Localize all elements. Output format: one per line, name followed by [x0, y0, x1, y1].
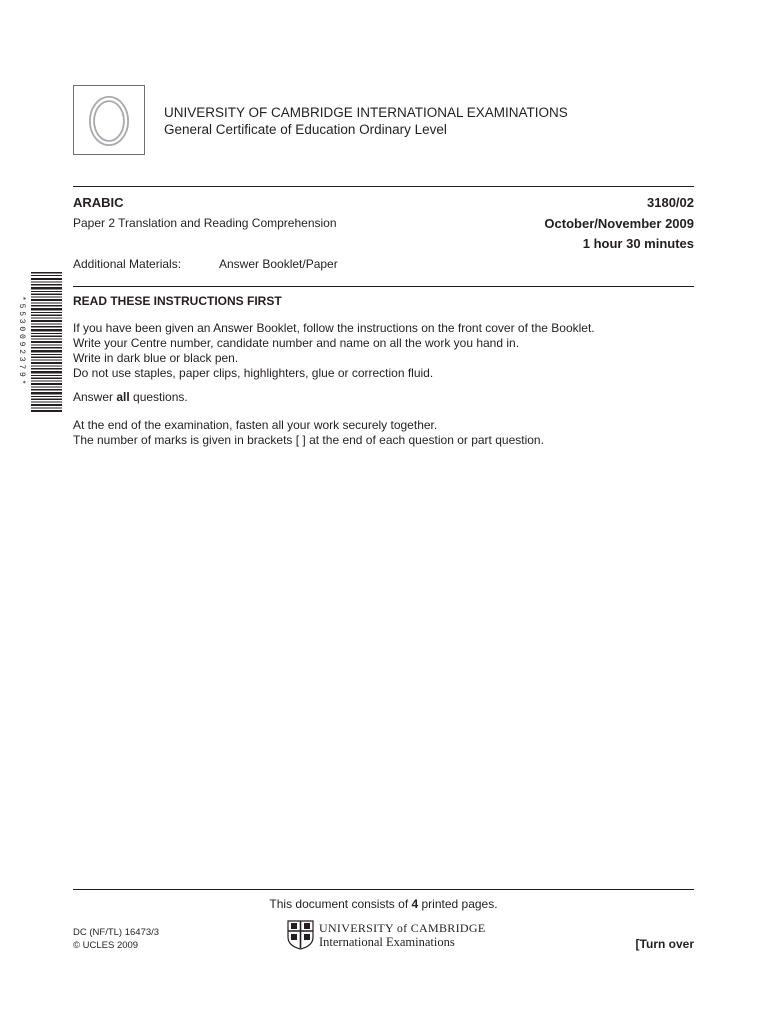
- certificate-name: General Certificate of Education Ordinary Level: [164, 122, 447, 137]
- exam-session: October/November 2009: [544, 216, 694, 231]
- instructions-heading: READ THESE INSTRUCTIONS FIRST: [73, 294, 282, 308]
- subject: ARABIC: [73, 195, 124, 210]
- page-count: [73, 897, 694, 912]
- exam-duration: 1 hour 30 minutes: [582, 236, 694, 251]
- doc-reference: [73, 926, 159, 952]
- copyright: © UCLES 2009: [73, 940, 139, 951]
- end-instructions: [73, 418, 693, 448]
- cambridge-name: UNIVERSITY of CAMBRIDGE: [319, 921, 486, 935]
- paper-code: 3180/02: [647, 195, 694, 210]
- pages-suffix: printed pages.: [418, 897, 498, 911]
- instruction-line: The number of marks is given in brackets [ ] at the end of each question or part question.: [73, 433, 544, 447]
- top-rule: [73, 186, 694, 187]
- answer-suffix: questions.: [129, 390, 188, 404]
- paper-title: Paper 2 Translation and Reading Comprehension: [73, 216, 337, 230]
- answer-instruction: [73, 390, 188, 405]
- pages-number: 4: [411, 897, 419, 911]
- answer-all: all: [116, 390, 130, 404]
- barcode-icon: [31, 272, 62, 412]
- materials-value: Answer Booklet/Paper: [219, 257, 338, 271]
- barcode-digits: *5530092379*: [17, 296, 26, 388]
- cambridge-crest-icon: [287, 920, 314, 950]
- answer-prefix: Answer: [73, 390, 117, 404]
- bottom-rule: [73, 889, 694, 890]
- instruction-line: If you have been given an Answer Booklet, follow the instructions on the front cover of the Booklet.: [73, 321, 595, 335]
- instruction-line: Do not use staples, paper clips, highlighters, glue or correction fluid.: [73, 366, 434, 380]
- instruction-line: Write in dark blue or black pen.: [73, 351, 239, 365]
- instruction-line: Write your Centre number, candidate number and name on all the work you hand in.: [73, 336, 520, 350]
- pages-prefix: This document consists of: [269, 897, 412, 911]
- materials-label: Additional Materials:: [73, 257, 182, 271]
- middle-rule: [73, 286, 694, 287]
- instructions-block: [73, 321, 693, 381]
- cambridge-sub: International Examinations: [319, 935, 455, 949]
- university-name: UNIVERSITY OF CAMBRIDGE INTERNATIONAL EXAMINATIONS: [164, 105, 568, 120]
- instruction-line: At the end of the examination, fasten all your work securely together.: [73, 418, 438, 432]
- level-logo: [73, 85, 145, 155]
- turn-over: [Turn over: [635, 937, 694, 951]
- header-text: [164, 104, 568, 138]
- o-level-logo-icon: [74, 86, 144, 154]
- reference-code: DC (NF/TL) 16473/3: [73, 927, 160, 938]
